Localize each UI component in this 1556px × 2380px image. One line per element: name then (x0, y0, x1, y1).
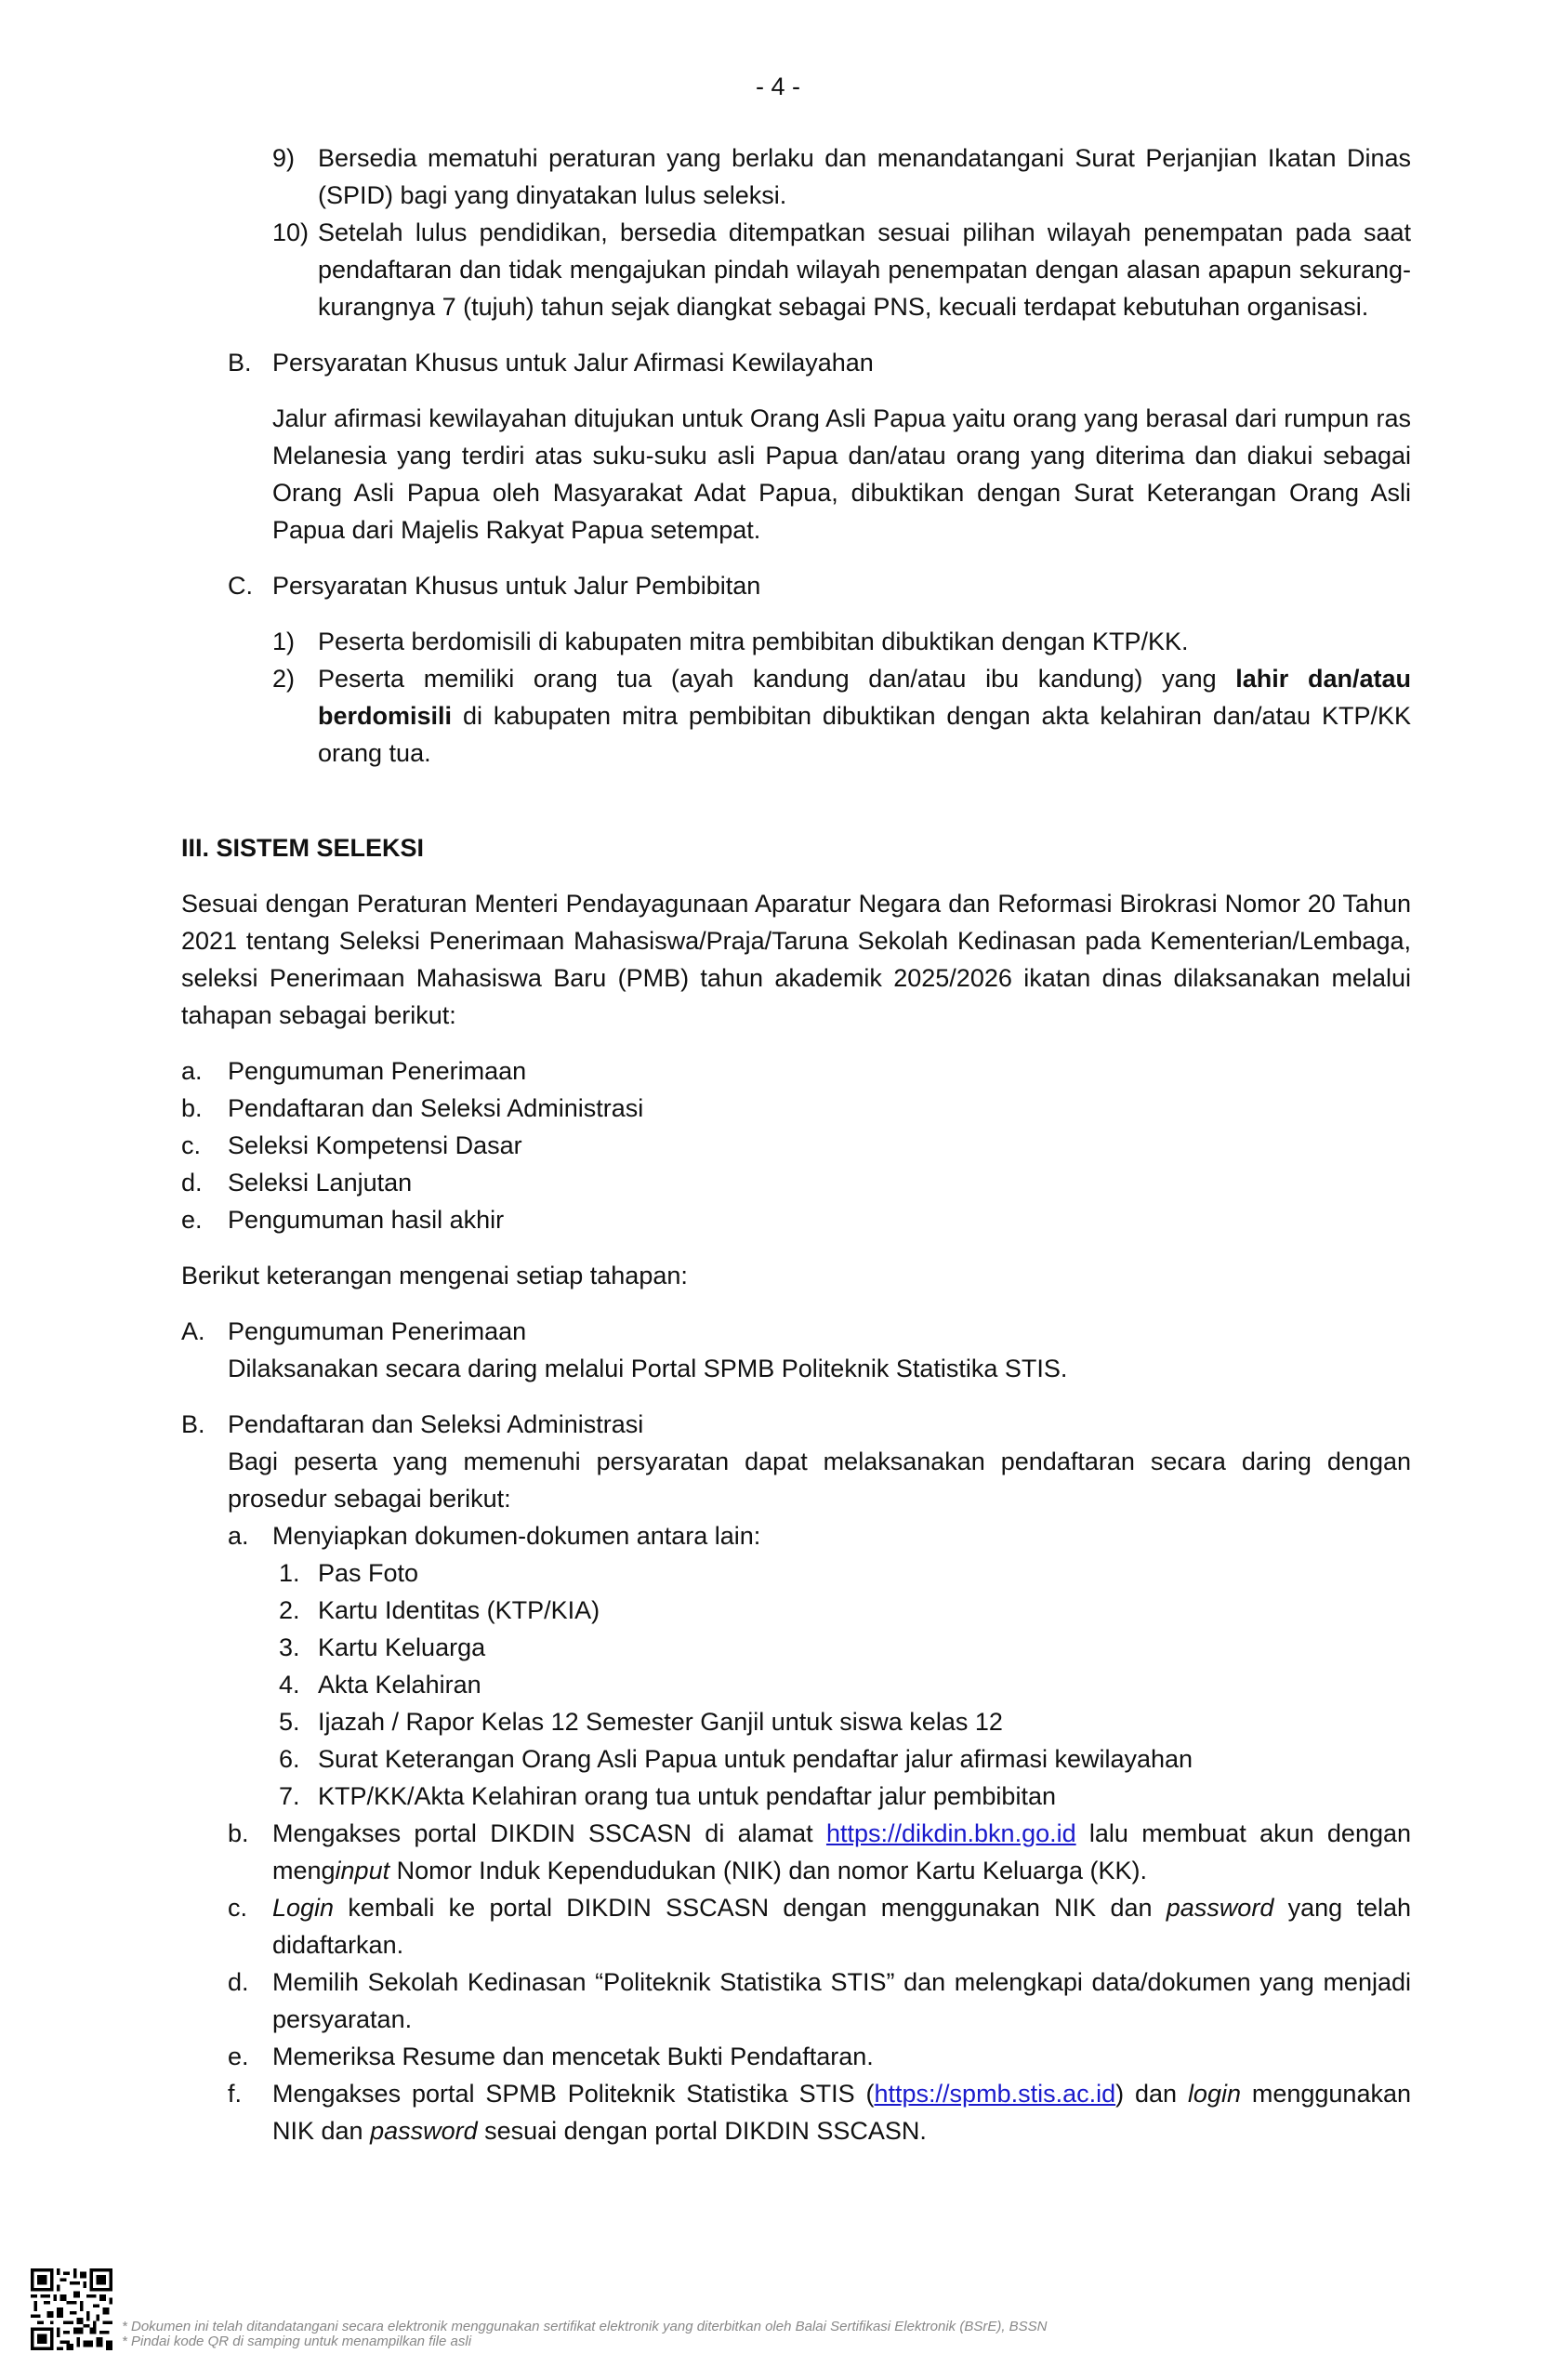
document-item (181, 1629, 1411, 1666)
stage-text: Seleksi Lanjutan (228, 1169, 413, 1197)
step-text: Menyiapkan dokumen-dokumen antara lain: (272, 1522, 761, 1550)
text-segment: Mengakses portal SPMB Politeknik Statistika STIS ( (272, 2080, 875, 2108)
text-segment: Mengakses portal DIKDIN SSCASN di alamat (272, 1819, 826, 1847)
step-text: Memilih Sekolah Kedinasan “Politeknik Statistika STIS” dan melengkapi data/dokumen yang menjadi persyaratan. (272, 1968, 1411, 2033)
document-item (181, 1703, 1411, 1740)
text-segment: Peserta memiliki orang tua (ayah kandung dan/atau ibu kandung) yang (318, 665, 1236, 693)
paragraph-text: Bagi peserta yang memenuhi persyaratan dapat melaksanakan pendaftaran secara daring dengan prosedur sebagai berikut: (228, 1448, 1411, 1513)
paragraph-text: Jalur afirmasi kewilayahan ditujukan untuk Orang Asli Papua yaitu orang yang berasal dari rumpun ras Melanesia yang terdiri atas suku-suku asli Papua dan/atau orang yang diterima dan diakui sebagai Orang Asli Papua oleh Masyarakat Adat Papua, dibuktikan dengan Surat Keterangan Orang Asli Papua dari Majelis Rakyat Papua setempat. (272, 404, 1411, 544)
doc-number: 7. (279, 1782, 300, 1810)
step-f (181, 2075, 1411, 2149)
bold-text-segment: lahir dan/atau berdomisili (318, 665, 1411, 730)
step-letter: b. (228, 1819, 249, 1847)
document-item (181, 1554, 1411, 1592)
step-c (181, 1889, 1411, 1964)
italic-text-segment: login (1187, 2080, 1241, 2108)
section-title: Persyaratan Khusus untuk Jalur Pembibitan (272, 572, 761, 600)
text-segment: yang telah didaftarkan. (272, 1894, 1411, 1959)
esign-note: * Dokumen ini telah ditandatangani secara elektronik menggunakan sertifikat elektronik yang diterbitkan oleh Balai Sertifikasi Elektronik (BSrE), BSSN (122, 2319, 1048, 2334)
item-number: 10) (272, 218, 310, 246)
item-text: Setelah lulus pendidikan, bersedia ditempatkan sesuai pilihan wilayah penempatan pada saat pendaftaran dan tidak mengajukan pindah wilayah penempatan dengan alasan apapun sekurang-kurangnya 7 (tujuh) tahun sejak diangkat sebagai PNS, kecuali terdapat kebutuhan organisasi. (318, 218, 1411, 321)
item-text: Peserta berdomisili di kabupaten mitra pembibitan dibuktikan dengan KTP/KK. (318, 628, 1189, 655)
section-c-heading (181, 567, 1411, 604)
footer-notes (122, 2320, 1048, 2349)
detail-letter: A. (181, 1317, 205, 1345)
stage-text: Pendaftaran dan Seleksi Administrasi (228, 1094, 644, 1122)
step-letter: f. (228, 2080, 243, 2108)
doc-text: Pas Foto (318, 1559, 419, 1587)
detail-b-text (181, 1443, 1411, 1517)
paragraph-text: Sesuai dengan Peraturan Menteri Pendayagunaan Aparatur Negara dan Reformasi Birokrasi Nomor 20 Tahun 2021 tentang Seleksi Penerimaan Mahasiswa/Praja/Taruna Sekolah Kedinasan pada Kementerian/Lembaga, seleksi Penerimaan Mahasiswa Baru (PMB) tahun akademik 2025/2026 ikatan dinas dilaksanakan melalui tahapan sebagai berikut: (181, 890, 1411, 1029)
dikdin-link[interactable]: https://dikdin.bkn.go.id (825, 1819, 1076, 1847)
page-number: - 4 - (755, 73, 800, 100)
stage-letter: e. (181, 1206, 203, 1234)
step-letter: a. (228, 1522, 249, 1550)
item-text (318, 660, 1411, 772)
detail-b-heading (181, 1406, 1411, 1443)
text-segment: Nomor Induk Kependudukan (NIK) dan nomor Kartu Keluarga (KK). (389, 1857, 1148, 1884)
doc-number: 1. (279, 1559, 300, 1587)
requirement-item-10 (181, 214, 1411, 325)
detail-title: Pengumuman Penerimaan (228, 1317, 527, 1345)
step-text (272, 1815, 1411, 1889)
doc-number: 2. (279, 1596, 300, 1624)
step-d (181, 1964, 1411, 2038)
details-intro: Berikut keterangan mengenai setiap tahapan: (181, 1262, 688, 1289)
stage-item (181, 1201, 1411, 1238)
item-number: 2) (272, 665, 296, 693)
step-text (272, 1889, 1411, 1964)
detail-title: Pendaftaran dan Seleksi Administrasi (228, 1410, 644, 1438)
item-text: Bersedia mematuhi peraturan yang berlaku dan menandatangani Surat Perjanjian Ikatan Dinas (SPID) bagi yang dinyatakan lulus seleksi. (318, 144, 1411, 209)
text-segment: di kabupaten mitra pembibitan dibuktikan dengan akta kelahiran dan/atau KTP/KK orang tua. (318, 702, 1411, 767)
italic-text-segment: input (335, 1857, 390, 1884)
section-b-paragraph (181, 400, 1411, 549)
step-text: Memeriksa Resume dan mencetak Bukti Pendaftaran. (272, 2043, 874, 2070)
step-letter: e. (228, 2043, 249, 2070)
item-number: 1) (272, 628, 296, 655)
step-b (181, 1815, 1411, 1889)
stage-text: Seleksi Kompetensi Dasar (228, 1131, 522, 1159)
document-item (181, 1740, 1411, 1778)
doc-text: Kartu Keluarga (318, 1633, 486, 1661)
step-e (181, 2038, 1411, 2075)
item-number: 9) (272, 144, 296, 172)
stage-text: Pengumuman Penerimaan (228, 1057, 527, 1085)
italic-text-segment: password (370, 2117, 478, 2145)
text-segment: ) dan (1115, 2080, 1188, 2108)
stage-item (181, 1090, 1411, 1127)
section-c-item-2 (181, 660, 1411, 772)
stage-letter: a. (181, 1057, 203, 1085)
text-segment: kembali ke portal DIKDIN SSCASN dengan menggunakan NIK dan (334, 1894, 1167, 1922)
text-segment: menggunakan NIK dan (272, 2080, 1412, 2145)
stage-item (181, 1052, 1411, 1090)
stage-item (181, 1164, 1411, 1201)
stage-letter: d. (181, 1169, 203, 1197)
qr-note: * Pindai kode QR di samping untuk menampilkan file asli (122, 2334, 472, 2349)
section-letter: B. (228, 349, 252, 377)
section-b-heading (181, 344, 1411, 381)
detail-a-text (181, 1350, 1411, 1387)
italic-text-segment: Login (272, 1894, 335, 1922)
step-a (181, 1517, 1411, 1554)
spmb-link[interactable]: https://spmb.stis.ac.id (874, 2080, 1116, 2108)
doc-number: 3. (279, 1633, 300, 1661)
requirement-item-9 (181, 139, 1411, 214)
doc-text: Ijazah / Rapor Kelas 12 Semester Ganjil untuk siswa kelas 12 (318, 1708, 1003, 1736)
doc-number: 4. (279, 1671, 300, 1699)
doc-text: Kartu Identitas (KTP/KIA) (318, 1596, 600, 1624)
text-segment: lalu membuat akun dengan meng (272, 1819, 1412, 1884)
detail-a-heading (181, 1313, 1411, 1350)
doc-number: 6. (279, 1745, 300, 1773)
stage-item (181, 1127, 1411, 1164)
doc-text: Surat Keterangan Orang Asli Papua untuk pendaftar jalur afirmasi kewilayahan (318, 1745, 1193, 1773)
doc-text: KTP/KK/Akta Kelahiran orang tua untuk pendaftar jalur pembibitan (318, 1782, 1056, 1810)
paragraph-text: Dilaksanakan secara daring melalui Portal SPMB Politeknik Statistika STIS. (228, 1355, 1068, 1382)
doc-number: 5. (279, 1708, 300, 1736)
section-letter: C. (228, 572, 253, 600)
doc-text: Akta Kelahiran (318, 1671, 481, 1699)
detail-letter: B. (181, 1410, 205, 1438)
qr-code-icon[interactable] (31, 2268, 112, 2350)
section-title: Persyaratan Khusus untuk Jalur Afirmasi Kewilayahan (272, 349, 874, 377)
document-item (181, 1778, 1411, 1815)
step-text (272, 2075, 1411, 2149)
signature-footer (31, 2268, 1239, 2352)
section-iii-intro (181, 885, 1411, 1034)
text-segment: sesuai dengan portal DIKDIN SSCASN. (477, 2117, 927, 2145)
section-heading-iii: III. SISTEM SELEKSI (181, 834, 425, 862)
stage-letter: c. (181, 1131, 202, 1159)
document-item (181, 1592, 1411, 1629)
section-c-item-1 (181, 623, 1411, 660)
step-letter: c. (228, 1894, 248, 1922)
document-item (181, 1666, 1411, 1703)
stage-text: Pengumuman hasil akhir (228, 1206, 505, 1234)
stage-letter: b. (181, 1094, 203, 1122)
step-letter: d. (228, 1968, 249, 1996)
italic-text-segment: password (1166, 1894, 1274, 1922)
document-body (181, 139, 1411, 2149)
